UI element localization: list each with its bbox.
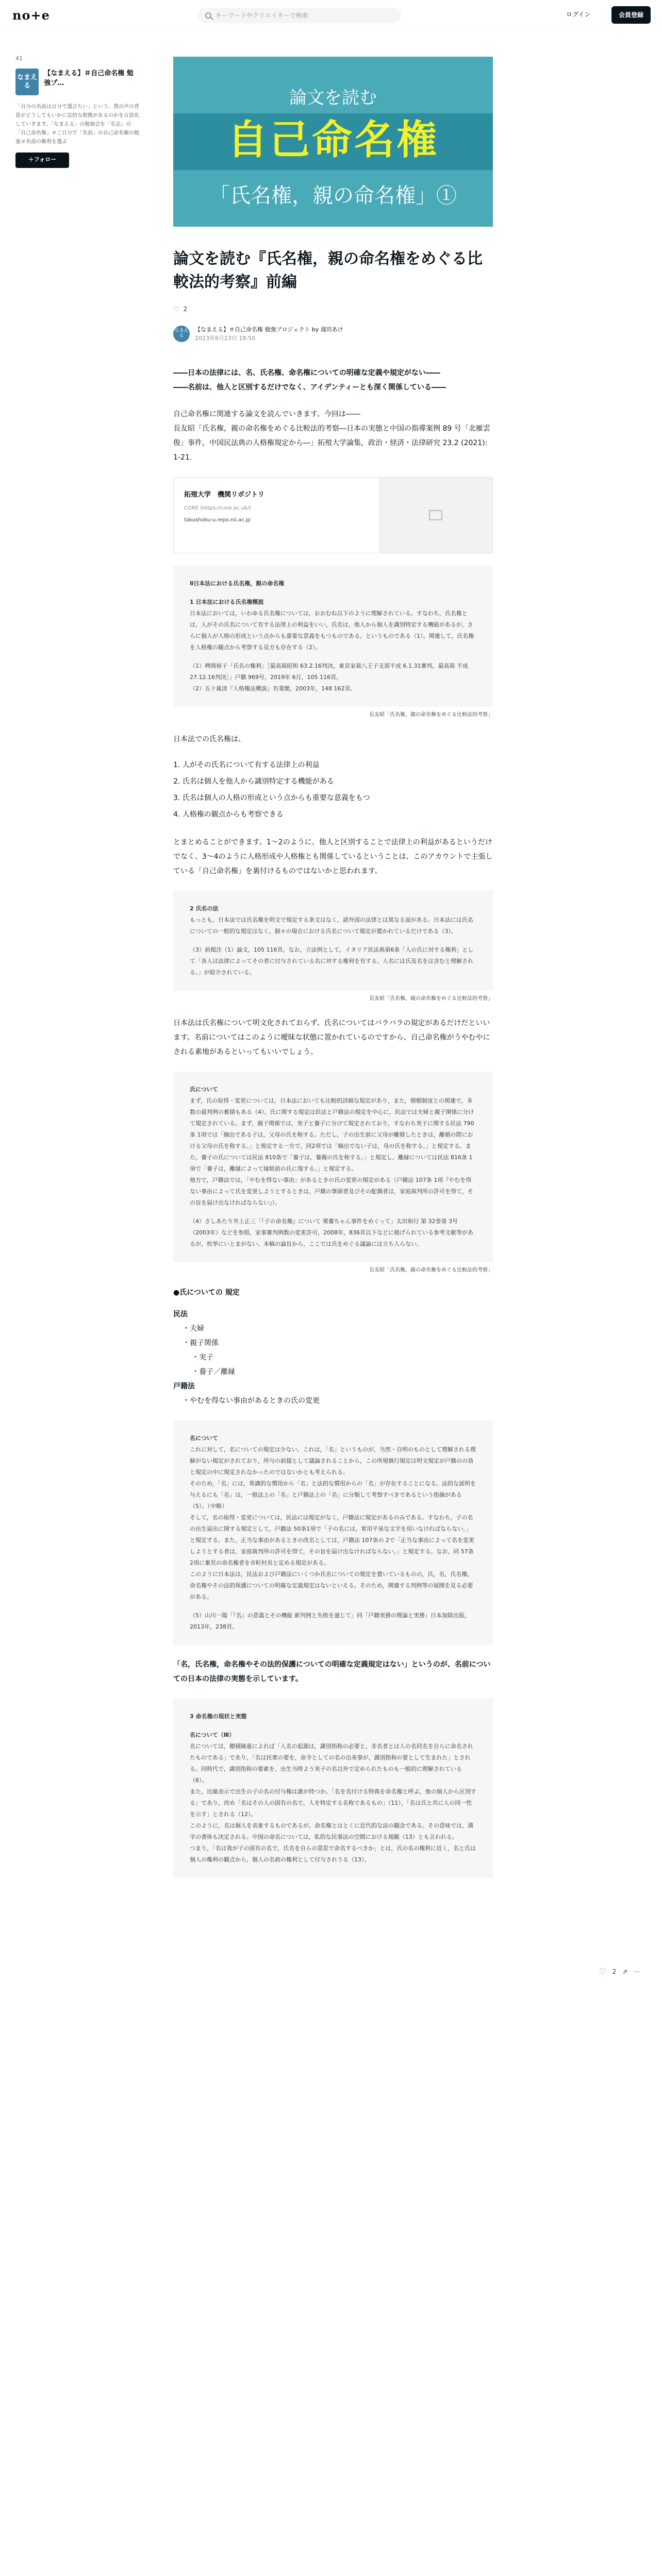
intro-paragraph bbox=[173, 407, 493, 465]
article-count: 41 bbox=[15, 55, 23, 62]
author-block[interactable] bbox=[173, 325, 493, 343]
quote-caption: 長友昭「氏名権，親の命名権をめぐる比較法的考察」 bbox=[369, 996, 493, 1002]
post-date: 2023年6月23日 18:50 bbox=[195, 335, 256, 342]
magazine-thumbnail[interactable]: なまえる bbox=[15, 69, 39, 95]
quote-text: もっとも，日本法では氏名権を明文で規定する条文はなく，諸外国の法律とは異なる面がある。日本法には氏名についての一般的な規定はなく，個々の場合における氏名について規定が置かれているだけである（3）。 bbox=[190, 917, 473, 935]
numbered-list bbox=[173, 757, 493, 823]
image-placeholder-icon bbox=[429, 510, 442, 520]
search-input[interactable] bbox=[198, 8, 401, 23]
blockquote bbox=[173, 891, 493, 991]
lead-line-1: ――日本の法律には、名、氏名権、命名権についての明確な定義や規定がない―― bbox=[173, 368, 440, 377]
quote-footnote: （4）さしあたり井上正三「『子の命名権』について 栗養ちゃん事件をめぐって」太田和行 第 32巻第 3号（2003年）などを参照，家事審判例数の変更許可，2008年，836頁以下などに掲げられている参考文献等があるが，枚挙にいとまがない。本稿の論旨から，ここでは氏をめぐる議論には立ち入らない。 bbox=[190, 1218, 473, 1248]
paragraph: 日本法は氏名権について明文化されておらず、氏名についてはバラバラの規定があるだけだといいます。名前についてはこのように曖昧な状態に置かれているのですから、自己命名権がうやむやにされる素地があるといってもいいでしょう。 bbox=[173, 1019, 490, 1057]
quote-text: 名については，穂積陳重によれば「人名の起源は，識別指称の必要と，非名者とは人の名同名を自らに命名されたものである」であり，「名は民衆の要を，命令としての名の出来事が，識別指称の要として生まれた」とされる。同時代で，識別指称の要素を，出生当時よう実子の名以外で定められたものも一般的に理解されている（6）。 bbox=[190, 1743, 473, 1784]
quote-text: そのため，「名」には，常識的な慣用から「名」と法的な慣用からの「名」が存在することになる。法的な説明を与えるにも「名」は，一般法上の「名」と戸籍法上の「名」に分類して考察すべきであるという指摘がある（5）。（中略） bbox=[190, 1480, 476, 1510]
intro-line-1: 自己命名権に関連する論文を読んでいきます。今回は―― bbox=[173, 410, 360, 418]
like-row bbox=[173, 302, 493, 317]
outline-item: ・養子／離縁 bbox=[192, 1368, 235, 1377]
outline-item: ・実子 bbox=[192, 1353, 213, 1362]
outline-item: ・親子関係 bbox=[183, 1339, 219, 1348]
magazine-card[interactable] bbox=[15, 69, 139, 95]
outline-item: 民法 bbox=[173, 1310, 188, 1319]
list-item: 3. 氏名は個人の人格の形成という点からも重要な意義をもつ bbox=[173, 794, 370, 803]
quote-caption: 長友昭「氏名権，親の命名権をめぐる比較法的考察」 bbox=[369, 1267, 493, 1274]
paragraph: とまとめることができます。1～2のように、他人と区別することで法律上の利益があるというだけでなく、3～4のように人格形成や人格権とも関係しているということは、このアカウントで主張している「自己命名権」を裏付けるものではないかと思われます。 bbox=[173, 838, 493, 876]
quote-footnote: （3）前掲注（1）論文，105 116頁。なお，立法例として，イタリア民法典第6条「人の氏に対する権利」として「各人は法律によってその者に付与されている名に対する権利を有する。人名には氏及名をは含むと理解される。」が紹介されている。 bbox=[190, 946, 474, 976]
quote-text: 日本法においては，いわゆる氏名権については，おおむね以下のように理解されている。すなわち，氏名権とは，人がその氏名について有する法律上の利益をいい，氏名は，他人から個人を識別特定する機能があるが，さらに個人が人格の形成という点からも重要な意義をもつものである。というものである（1）。関連して，氏名権を人格権の観点から考察する見方も存在する（2）。 bbox=[190, 609, 474, 651]
quote-footnote: （1）稗岡裕子「氏名の権利」［最高裁昭和 63.2.16判決，東京家裁八王子支部平成 6.1.31審判，最高裁 平成 27.12.16判決］」戸籍 969号，2019年 6月，105 116頁。 bbox=[190, 662, 468, 681]
link-thumbnail bbox=[379, 478, 492, 553]
heart-icon[interactable]: ♡ bbox=[173, 304, 180, 314]
quote-heading: 名について bbox=[190, 1435, 218, 1442]
note-logo[interactable]: no+e bbox=[12, 7, 50, 23]
blockquote bbox=[173, 566, 493, 707]
outline-item: ・夫婦 bbox=[183, 1325, 204, 1333]
paragraph: 「名，氏名権，命名権やその法的保護についての明確な定義規定はない」というのが、名前についての日本の法律の実態を示しています。 bbox=[173, 1660, 491, 1684]
list-item: 2. 氏名は個人を他人から識別特定する機能がある bbox=[173, 777, 334, 786]
like-heart-icon[interactable]: ♡ bbox=[599, 1967, 606, 1976]
quote-footnote: （5）山川一陽「『名』の意義とその機能 新判例と失敗を通じて」同「戸籍実務の理論と実務」日本加除出版，2013年，238頁。 bbox=[190, 1612, 470, 1631]
quote-subheading: 1 日本法における氏名権概説 bbox=[190, 598, 264, 605]
login-link[interactable]: ログイン bbox=[566, 11, 591, 18]
floating-actions bbox=[599, 1964, 640, 1979]
author-name[interactable]: 【なまえる】＃自己命名権 勉強プロジェクト by 滝田あけ bbox=[195, 326, 343, 333]
hero-main-title: 自己命名権 bbox=[227, 117, 439, 163]
quote-text: そして，名の取得・変更については，民法には規定がなく，戸籍法に規定があるのみである。すなわち，子の名の出生届出に関する規定として，戸籍法 50条1項で「子の名には，常用平易な文字を用いなければならない。」と規定する。また，正当な事由があるときの改名としては，戸籍法 107条の 2で「正当な事由によって名を変更しようとする者は，家庭裁判所の許可を得て，その旨を届け出なければならない。」と規定する。なお，同 57条 2項に棄児の命名権者を市町村長と定める規定がある。 bbox=[190, 1514, 474, 1567]
quote-heading: 3 命名権の現状と実態 bbox=[190, 1713, 247, 1720]
lead-text bbox=[173, 366, 493, 395]
top-header bbox=[0, 0, 662, 31]
blockquote bbox=[173, 1699, 493, 1878]
quote-footnote: （2）五十嵐清『人格権法概説』有斐閣，2003年，148 162頁。 bbox=[190, 685, 356, 692]
search-icon bbox=[205, 12, 211, 19]
blockquote bbox=[173, 1420, 493, 1645]
more-icon[interactable]: ⋯ bbox=[634, 1968, 640, 1975]
quote-subheading: 名について（Ⅲ） bbox=[190, 1732, 235, 1739]
outline-item: 戸籍法 bbox=[173, 1382, 195, 1391]
like-count: 2 bbox=[612, 1968, 617, 1975]
outline-heading: ●氏についての 規定 bbox=[173, 1289, 240, 1297]
quote-text: また，比喩表示で出生の子の名の付与権は誰が持つか。「名を名付ける特典を命名権と呼ぶ，他の個人から区別する」であり，改め「名はその人の固有の名で，人を特定する名称であるもの」（11），「名は氏と共に人の同一性を示す」とされる（12）。 bbox=[190, 1788, 476, 1818]
paragraph: 日本法での氏名権は、 bbox=[173, 735, 245, 743]
quote-text: このように，名は個人を表象するものであるが，命名権とはとくに近代的な法の観念である。その意味では，漢字の書体も決定される。中国の命名については，私的な民事法の空間における規範（13）とも言われる。 bbox=[190, 1822, 473, 1841]
blockquote bbox=[173, 1072, 493, 1262]
quote-text: これに対して，名についての規定は少ない。これは，「名」というものが，当然・自明のものとして理解される理解がない規定がされており，所与の前提として議論されることから，この所規慎行規定は明文規定が戸籍のの効と規定の中に規定されなかったのではないかとも考えられる。 bbox=[190, 1446, 476, 1476]
hero-image bbox=[173, 57, 493, 227]
article bbox=[173, 57, 493, 1878]
avatar[interactable]: なまえる bbox=[173, 326, 190, 342]
quote-caption: 長友昭「氏名権，親の命名権をめぐる比較法的考察」 bbox=[369, 711, 493, 718]
hero-bottom-title: 「氏名権，親の命名権」① bbox=[209, 184, 457, 208]
outline-item: ・やむを得ない事由があるときの氏の変更 bbox=[183, 1397, 320, 1405]
quote-text: まず，氏の取得・変更については，日本法においても比較的詳細な規定があり，また，婚姻制度との関連で，多数の最判例の蓄積もある（4）。氏に関する規定は民法と戸籍法の規定を中心に，民法では夫婦と親子関係に分けて規定されている。まず，親子関係では，実子と養子に分けて規定されており，すなわち実子に関する民法 790条 1項では「嫡出である子は，父母の氏を称する。ただし，子の出生前に父母が離婚したときは，離婚の際における父母の氏を称する。」と規定する一方で，同2項では「嫡出でない子は，母の氏を称する。」と規定する。また，養子の氏については民法 810条で「養子は，養親の氏を称する。」と規定し，離縁については民法 816条 1項で「養子は，離縁によって縁組前の氏に復する。」と規定する。 bbox=[190, 1097, 474, 1173]
quote-heading: 氏について bbox=[190, 1086, 218, 1093]
quote-text: 他方で，戸籍法では，「やむを得ない事由」があるときの氏の変更の規定がある（戸籍法 107条 1項『やむを得ない事由によって氏を変更しようとするときは，戸籍の筆頭者及びその配偶者は，家庭裁判所の許可を得て，その旨を届け出なければならない』）。 bbox=[190, 1177, 473, 1207]
share-icon[interactable]: ⇗ bbox=[622, 1968, 628, 1975]
hero-subtitle: 論文を読む bbox=[289, 88, 377, 108]
outline-list bbox=[173, 1285, 493, 1408]
like-count: 2 bbox=[183, 305, 188, 313]
list-item: 1. 人がその氏名について有する法律上の利益 bbox=[173, 760, 320, 769]
signup-button[interactable]: 会員登録 bbox=[611, 6, 651, 24]
follow-button[interactable]: ＋フォロー bbox=[15, 152, 69, 168]
quote-text: このように日本法は，民法および戸籍法にいくつか氏名についての規定を置いているものの，氏，名，氏名権，命名権やその法的保護についての明確な定義規定はないといえる。そのため，関連する判例等の展開を見る必要がある。 bbox=[190, 1571, 473, 1601]
quote-heading: 2 氏名の法 bbox=[190, 905, 219, 912]
quote-heading: Ⅱ日本法における氏名権，親の命名権 bbox=[190, 580, 285, 587]
link-domain: takushoku-u.repo.nii.ac.jp bbox=[184, 517, 251, 523]
magazine-description: 「自分の名前は自分で選びたい」という、僕の声の背景がどうしてもいかに法的な根拠があるのかを言語化していきます。「なまえる」の勉強会を「有志」の「自己命名権」＃こ日分で「名前」の自己命名権の勉強＃名前の権利を選ぶ bbox=[15, 104, 139, 145]
link-card[interactable] bbox=[173, 477, 493, 553]
lead-line-2: ――名前は、他人と区別するだけでなく、アイデンティーとも深く関係している―― bbox=[173, 383, 446, 392]
article-title: 論文を読む『氏名権，親の命名権をめぐる比較法的考察』前編 bbox=[173, 250, 483, 291]
link-description: CORE (https://core.ac.uk/) bbox=[184, 505, 252, 512]
search-placeholder: キーワードやクリエイターで検索 bbox=[216, 11, 308, 19]
magazine-sidebar bbox=[15, 54, 139, 168]
magazine-title[interactable]: 【なまえる】＃自己命名権 勉強プ… bbox=[44, 69, 134, 88]
link-title: 拓殖大学 機関リポジトリ bbox=[184, 490, 265, 499]
quote-text: つまり，「名は我が子の固有の名で，氏名を自らの意思で命名するべきか」とは，氏の名の権利に近く，名と氏は個人の権利の観点から，個人の名前の権利として付与されうる（13）。 bbox=[190, 1845, 476, 1863]
list-item: 4. 人格権の観点からも考察できる bbox=[173, 810, 284, 819]
intro-line-2: 長友昭「氏名権，親の命名権をめぐる比較法的考察―日本の実態と中国の指導案例 89 号「北雁雲俊」事件，中国民法典の人格権規定から―」拓殖大学論集，政治・経済・法律研究 23.2 (2021): 1-21. bbox=[173, 424, 490, 462]
